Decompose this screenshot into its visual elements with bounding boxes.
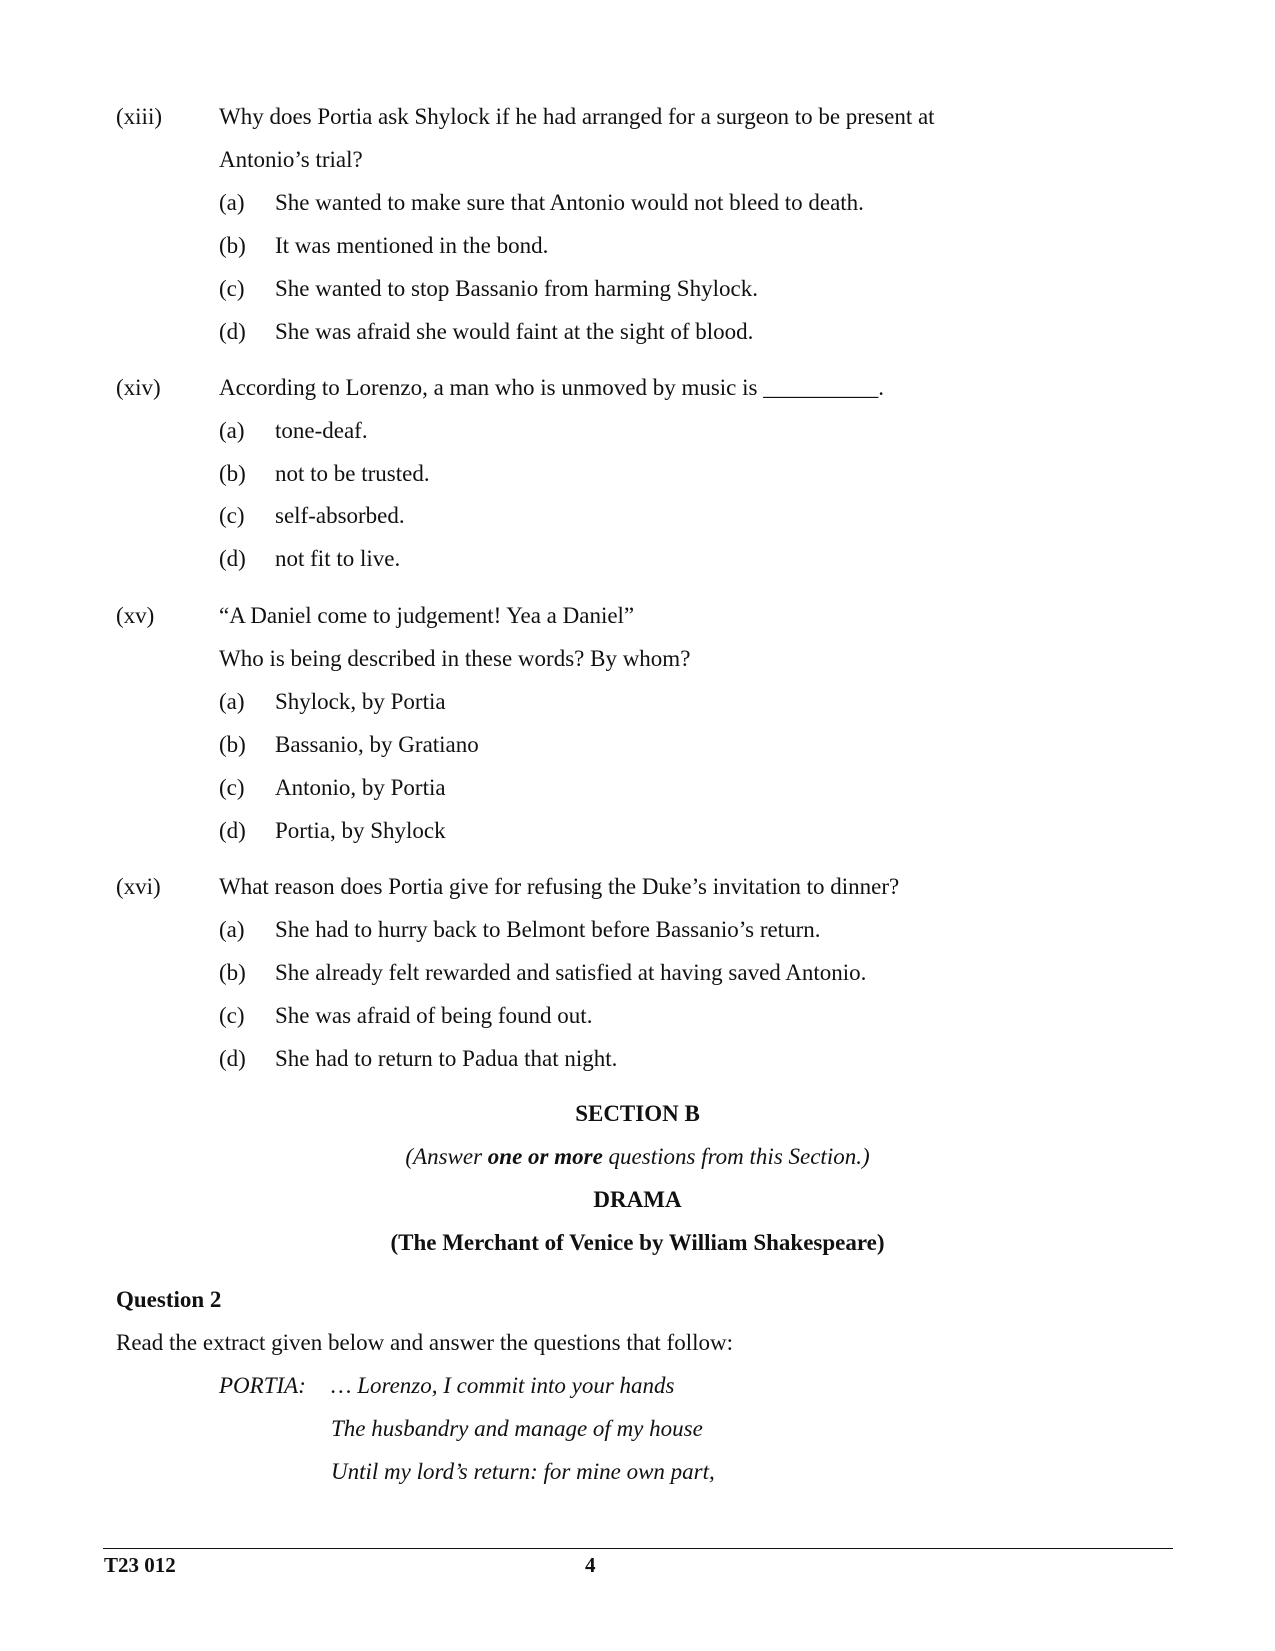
question-number: (xv) xyxy=(116,603,155,628)
option-a xyxy=(219,689,446,715)
option-text: She wanted to stop Bassanio from harming Shylock. xyxy=(275,276,758,301)
option-a xyxy=(219,418,368,444)
option-c xyxy=(219,503,405,529)
question-text: What reason does Portia give for refusing the Duke’s invitation to dinner? xyxy=(219,874,900,899)
option-text: tone-deaf. xyxy=(275,418,368,443)
question-instruction: Read the extract given below and answer the questions that follow: xyxy=(116,1330,733,1355)
option-text: Antonio, by Portia xyxy=(275,775,446,800)
option-text: She wanted to make sure that Antonio would not bleed to death. xyxy=(275,190,864,215)
question-text: Who is being described in these words? By whom? xyxy=(219,646,691,671)
option-text: not fit to live. xyxy=(275,546,401,571)
option-label: (d) xyxy=(219,818,246,843)
option-label: (c) xyxy=(219,503,245,528)
question-heading: Question 2 xyxy=(116,1287,222,1312)
instruction-text: questions from this Section.) xyxy=(602,1144,870,1169)
question-text: According to Lorenzo, a man who is unmoved by music is __________. xyxy=(219,375,884,400)
option-label: (b) xyxy=(219,732,246,757)
section-text-title: (The Merchant of Venice by William Shakespeare) xyxy=(390,1230,885,1255)
question-number: (xiii) xyxy=(116,104,162,129)
extract-line: … Lorenzo, I commit into your hands xyxy=(331,1373,675,1398)
option-d xyxy=(219,818,446,844)
footer-rule xyxy=(103,1548,1173,1549)
option-label: (c) xyxy=(219,276,245,301)
option-text: She was afraid she would faint at the sight of blood. xyxy=(275,319,754,344)
section-title: SECTION B xyxy=(575,1101,700,1126)
extract-line: Until my lord’s return: for mine own part, xyxy=(331,1459,715,1484)
extract-speaker: PORTIA: xyxy=(219,1373,306,1398)
option-c xyxy=(219,276,758,302)
option-c xyxy=(219,1003,592,1029)
option-b xyxy=(219,960,866,986)
option-b xyxy=(219,461,430,487)
instruction-emphasis: one or more xyxy=(487,1144,603,1169)
option-text: not to be trusted. xyxy=(275,461,430,486)
option-a xyxy=(219,190,864,216)
option-text: She was afraid of being found out. xyxy=(275,1003,593,1028)
option-text: Shylock, by Portia xyxy=(275,689,446,714)
option-label: (c) xyxy=(219,1003,245,1028)
question-number: (xiv) xyxy=(116,375,161,400)
option-b xyxy=(219,233,548,259)
option-label: (b) xyxy=(219,233,246,258)
page-number: 4 xyxy=(585,1553,596,1577)
option-text: self-absorbed. xyxy=(275,503,405,528)
question-text: Why does Portia ask Shylock if he had arranged for a surgeon to be present at xyxy=(219,104,935,129)
option-d xyxy=(219,546,400,572)
option-label: (a) xyxy=(219,190,245,215)
option-b xyxy=(219,732,479,758)
section-subject: DRAMA xyxy=(593,1187,682,1212)
option-label: (a) xyxy=(219,917,245,942)
option-text: It was mentioned in the bond. xyxy=(275,233,549,258)
option-a xyxy=(219,917,821,943)
option-label: (c) xyxy=(219,775,245,800)
option-label: (a) xyxy=(219,689,245,714)
option-text: She had to hurry back to Belmont before Bassanio’s return. xyxy=(275,917,821,942)
option-label: (b) xyxy=(219,461,246,486)
option-text: Portia, by Shylock xyxy=(275,818,446,843)
option-label: (d) xyxy=(219,546,246,571)
extract-line: The husbandry and manage of my house xyxy=(331,1416,703,1441)
paper-code: T23 012 xyxy=(104,1553,176,1577)
option-d xyxy=(219,319,753,345)
question-text: Antonio’s trial? xyxy=(219,147,363,172)
option-label: (b) xyxy=(219,960,246,985)
section-instruction xyxy=(0,1144,1275,1170)
option-text: She had to return to Padua that night. xyxy=(275,1046,618,1071)
option-label: (d) xyxy=(219,1046,246,1071)
question-number: (xvi) xyxy=(116,874,161,899)
option-label: (d) xyxy=(219,319,246,344)
option-c xyxy=(219,775,446,801)
option-text: She already felt rewarded and satisfied at having saved Antonio. xyxy=(275,960,867,985)
question-text: “A Daniel come to judgement! Yea a Daniel” xyxy=(219,603,635,628)
option-text: Bassanio, by Gratiano xyxy=(275,732,479,757)
option-label: (a) xyxy=(219,418,245,443)
option-d xyxy=(219,1046,617,1072)
instruction-text: (Answer xyxy=(405,1144,488,1169)
